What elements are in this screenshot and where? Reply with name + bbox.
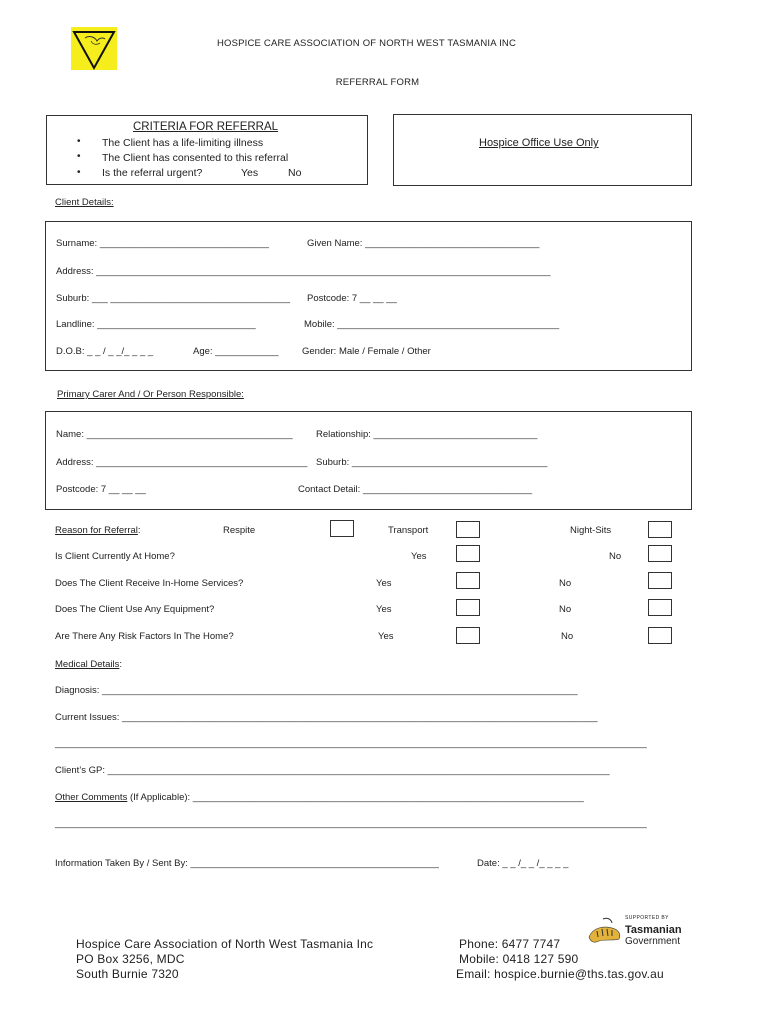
night-sits-label: Night-Sits: [570, 525, 612, 536]
criteria-item: The Client has consented to this referral: [102, 152, 289, 164]
at-home-no-label: No: [609, 551, 622, 562]
age-field[interactable]: Age: ____________: [193, 346, 279, 357]
footer-phone: Phone: 6477 7747: [459, 937, 561, 951]
other-comments-continued-line[interactable]: ________________________________________________________________________________________________________________: [55, 818, 647, 829]
criteria-title: CRITERIA FOR REFERRAL: [133, 121, 279, 133]
bullet-icon: •: [77, 167, 81, 178]
diagnosis-field[interactable]: Diagnosis: __________________________________________________________________________________________: [55, 685, 578, 696]
date-field[interactable]: Date: _ _ /_ _ /_ _ _ _: [477, 858, 569, 869]
respite-checkbox[interactable]: [330, 520, 354, 537]
other-comments-label: Other Comments: [55, 792, 128, 803]
other-comments-field[interactable]: [55, 792, 586, 803]
footer-mobile: Mobile: 0418 127 590: [459, 952, 579, 966]
reason-label-colon: :: [137, 525, 141, 536]
supported-by-text: SUPPORTED BY: [625, 915, 669, 921]
risk-yes-checkbox[interactable]: [456, 627, 480, 644]
in-home-no-label: No: [559, 578, 572, 589]
dob-field[interactable]: D.O.B: _ _ / _ _/_ _ _ _: [56, 346, 154, 357]
criteria-item: Is the referral urgent?: [102, 167, 203, 179]
reason-label-text: Reason for Referral: [55, 525, 138, 536]
form-title: REFERRAL FORM: [335, 77, 420, 88]
office-use-box: [393, 114, 692, 186]
question-at-home: Is Client Currently At Home?: [55, 551, 175, 562]
mobile-field[interactable]: Mobile: __________________________________________: [304, 319, 560, 330]
given-name-field[interactable]: Given Name: _________________________________: [307, 238, 540, 249]
criteria-item: The Client has a life-limiting illness: [102, 137, 264, 149]
footer-email[interactable]: Email: hospice.burnie@ths.tas.gov.au: [456, 967, 664, 981]
equipment-yes-checkbox[interactable]: [456, 599, 480, 616]
equipment-no-checkbox[interactable]: [648, 599, 672, 616]
current-issues-field[interactable]: Current Issues: __________________________________________________________________________________________: [55, 712, 598, 723]
contact-detail-field[interactable]: Contact Detail: ________________________________: [298, 484, 533, 495]
transport-checkbox[interactable]: [456, 521, 480, 538]
reason-for-referral-label: [55, 525, 141, 536]
postcode-field[interactable]: Postcode: 7 __ __ __: [307, 293, 397, 304]
urgent-yes[interactable]: Yes: [241, 167, 259, 179]
in-home-yes-label: Yes: [376, 578, 392, 589]
footer-po-box: PO Box 3256, MDC: [76, 952, 185, 966]
question-risk-factors: Are There Any Risk Factors In The Home?: [55, 631, 234, 642]
equipment-yes-label: Yes: [376, 604, 392, 615]
tasmanian-text: Tasmanian: [625, 924, 682, 936]
risk-no-label: No: [561, 631, 574, 642]
landline-field[interactable]: Landline: ______________________________: [56, 319, 256, 330]
medical-heading-colon: :: [119, 659, 123, 670]
medical-details-heading: [55, 659, 122, 670]
bullet-icon: •: [77, 151, 81, 162]
medical-heading-text: Medical Details: [55, 659, 120, 670]
surname-field[interactable]: Surname: ________________________________: [56, 238, 269, 249]
carer-address-field[interactable]: Address: ________________________________________: [56, 457, 308, 468]
carer-heading: Primary Carer And / Or Person Responsible:: [57, 389, 244, 400]
suburb-field[interactable]: Suburb: ___ __________________________________: [56, 293, 291, 304]
equipment-no-label: No: [559, 604, 572, 615]
current-issues-continued-line[interactable]: ________________________________________________________________________________________________________________: [55, 738, 647, 749]
at-home-no-checkbox[interactable]: [648, 545, 672, 562]
carer-postcode-field[interactable]: Postcode: 7 __ __ __: [56, 484, 146, 495]
address-field[interactable]: Address: ______________________________________________________________________________________: [56, 266, 551, 277]
client-details-heading: Client Details:: [55, 197, 114, 208]
government-text: Government: [625, 936, 681, 947]
respite-label: Respite: [223, 525, 256, 536]
carer-name-field[interactable]: Name: _______________________________________: [56, 429, 293, 440]
other-comments-line: (If Applicable): __________________________________________________________________________: [127, 792, 584, 803]
organisation-name: HOSPICE CARE ASSOCIATION OF NORTH WEST TASMANIA INC: [216, 38, 517, 49]
office-use-label: Hospice Office Use Only: [479, 137, 599, 149]
in-home-no-checkbox[interactable]: [648, 572, 672, 589]
transport-label: Transport: [388, 525, 429, 536]
night-sits-checkbox[interactable]: [648, 521, 672, 538]
tasmanian-tiger-icon: [585, 915, 625, 951]
in-home-yes-checkbox[interactable]: [456, 572, 480, 589]
tasmanian-government-logo: [585, 913, 685, 953]
question-in-home-services: Does The Client Receive In-Home Services?: [55, 578, 244, 589]
at-home-yes-label: Yes: [411, 551, 427, 562]
carer-suburb-field[interactable]: Suburb: _____________________________________: [316, 457, 548, 468]
gender-field[interactable]: Gender: Male / Female / Other: [302, 346, 431, 357]
footer-org-name: Hospice Care Association of North West Tasmania Inc: [76, 937, 374, 951]
information-taken-by-field[interactable]: Information Taken By / Sent By: _______________________________________________: [55, 858, 439, 869]
at-home-yes-checkbox[interactable]: [456, 545, 480, 562]
question-equipment: Does The Client Use Any Equipment?: [55, 604, 215, 615]
risk-no-checkbox[interactable]: [648, 627, 672, 644]
footer-city: South Burnie 7320: [76, 967, 179, 981]
bullet-icon: •: [77, 136, 81, 147]
risk-yes-label: Yes: [378, 631, 394, 642]
urgent-no[interactable]: No: [288, 167, 302, 179]
client-gp-field[interactable]: Client’s GP: _______________________________________________________________________________________________: [55, 765, 610, 776]
relationship-field[interactable]: Relationship: _______________________________: [316, 429, 538, 440]
